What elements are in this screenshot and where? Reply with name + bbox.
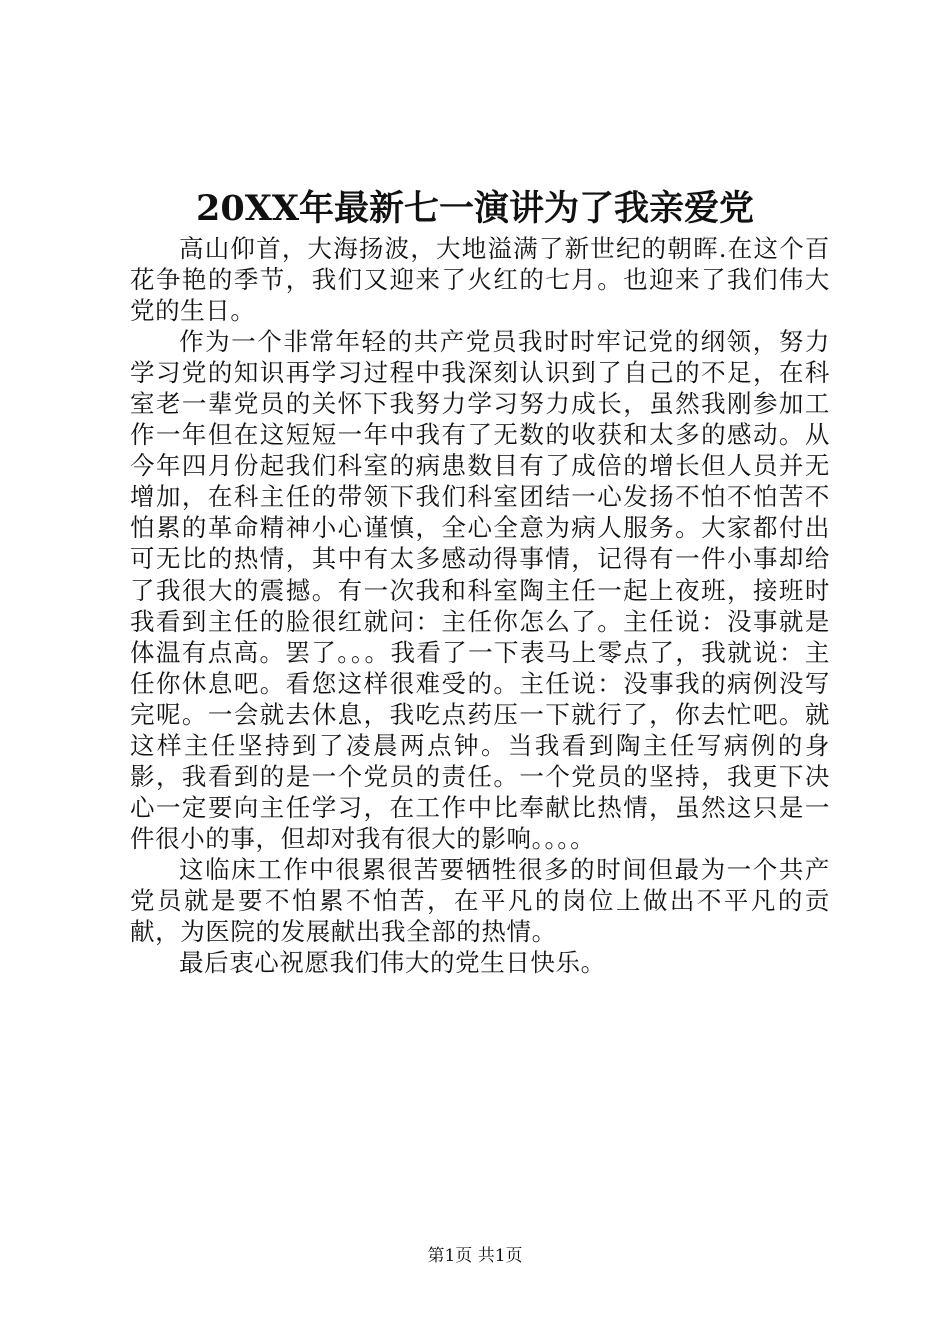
document-title: 20XX年最新七一演讲为了我亲爱党	[195, 188, 755, 229]
paragraph-3: 这临床工作中很累很苦要牺牲很多的时间但最为一个共产党员就是要不怕累不怕苦，在平凡的岗位上做出不平凡的贡献，为医院的发展献出我全部的热情。	[130, 854, 830, 947]
page-number-footer: 第1页 共1页	[427, 1246, 523, 1266]
paragraph-1: 高山仰首，大海扬波，大地溢满了新世纪的朝晖.在这个百花争艳的季节，我们又迎来了火红的七月。也迎来了我们伟大党的生日。	[130, 234, 830, 326]
document-body	[130, 233, 830, 978]
paragraph-4: 最后衷心祝愿我们伟大的党生日快乐。	[179, 948, 606, 978]
paragraph-2: 作为一个非常年轻的共产党员我时时牢记党的纲领，努力学习党的知识再学习过程中我深刻认识到了自己的不足，在科室老一辈党员的关怀下我努力学习努力成长，虽然我刚参加工作一年但在这短短一年中我有了无数的收获和太多的感动。从今年四月份起我们科室的病患数目有了成倍的增长但人员并无增加，在科主任的带领下我们科室团结一心发扬不怕不怕苦不怕累的革命精神小心谨慎，全心全意为病人服务。大家都付出可无比的热情，其中有太多感动得事情，记得有一件小事却给了我很大的震撼。有一次我和科室陶主任一起上夜班，接班时我看到主任的脸很红就问：主任你怎么了。主任说：没事就是体温有点高。罢了。。。我看了一下表马上零点了，我就说：主任你休息吧。看您这样很难受的。主任说：没事我的病例没写完呢。一会就去休息，我吃点药压一下就行了，你去忙吧。就这样主任坚持到了凌晨两点钟。当我看到陶主任写病例的身影，我看到的是一个党员的责任。一个党员的坚持，我更下决心一定要向主任学习，在工作中比奉献比热情，虽然这只是一件很小的事，但却对我有很大的影响。。。。	[130, 327, 830, 853]
